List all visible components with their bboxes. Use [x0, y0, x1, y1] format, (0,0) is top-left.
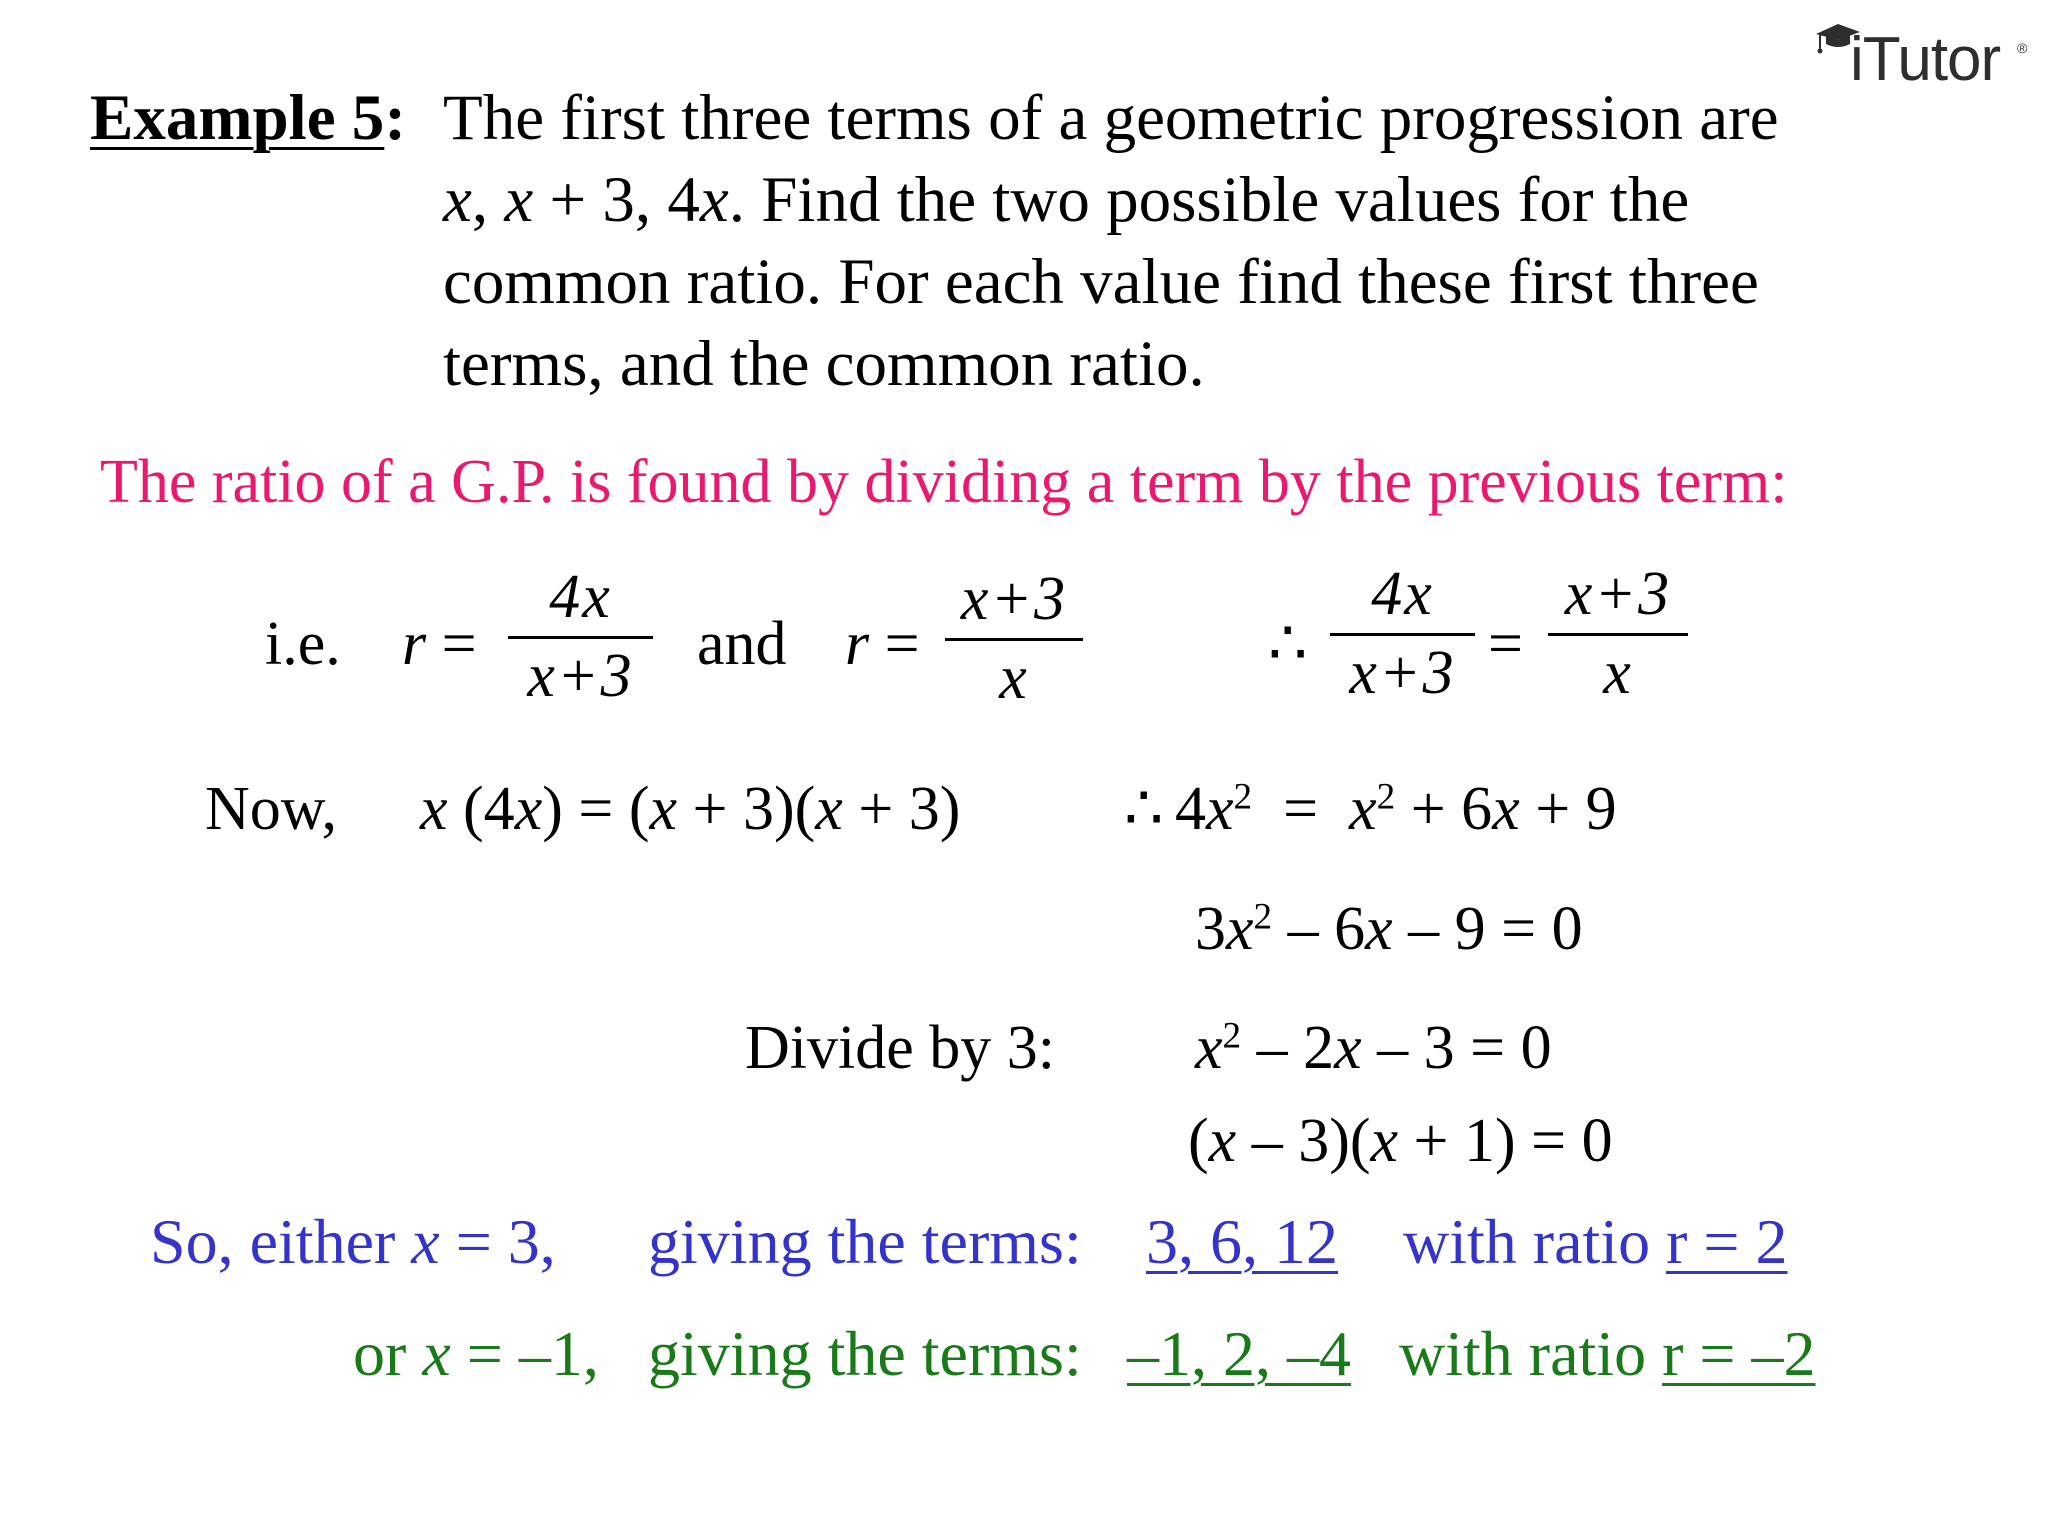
part: – 2 [1241, 1014, 1335, 1082]
numerator: 4x [1371, 560, 1434, 628]
x-value: = 3, [439, 1206, 556, 1277]
part: + 1) = 0 [1398, 1107, 1613, 1175]
equals: = [884, 610, 920, 678]
part: – 3)( [1236, 1107, 1371, 1175]
exponent: 2 [1253, 896, 1273, 938]
example-label: Example 5 [90, 82, 385, 154]
part: + 6 [1395, 775, 1493, 843]
var-x: x [422, 1318, 451, 1389]
answer-one [150, 1206, 556, 1277]
answer-one-with [1403, 1206, 1788, 1277]
answer-two-terms: –1, 2, –4 [1127, 1318, 1351, 1389]
answer-one-terms: 3, 6, 12 [1146, 1206, 1338, 1277]
var-x: x [1206, 775, 1234, 843]
numerator: x+3 [1564, 560, 1672, 628]
fraction-4x-over-x-plus-3-b [1330, 560, 1475, 707]
or: or [353, 1318, 423, 1389]
so-either: So, either [150, 1206, 412, 1277]
equals-sign: = [1488, 610, 1523, 678]
var-x: x [1370, 1107, 1399, 1175]
quadratic-expansion [1175, 775, 1617, 843]
expansion-equation [420, 775, 961, 843]
part: = [1252, 775, 1350, 843]
numerator: x+3 [960, 565, 1068, 633]
with-ratio: with ratio [1399, 1318, 1663, 1389]
line-2-rest: . Find the two possible values for the [728, 164, 1690, 236]
var-x: x [1365, 895, 1393, 963]
var-x: x [1349, 775, 1377, 843]
ratio-value: r = –2 [1662, 1318, 1816, 1389]
var-x: x [1226, 895, 1254, 963]
denominator: x [999, 644, 1029, 712]
denominator: x+3 [527, 642, 634, 710]
var-r: r [845, 610, 870, 678]
var-x: x [411, 1206, 440, 1277]
var-x: x [649, 775, 678, 843]
r-eq-1 [402, 610, 477, 678]
var-x: x [504, 164, 534, 236]
numerator: 4x [549, 563, 612, 631]
exponent: 2 [1222, 1015, 1242, 1057]
var-x: x [1492, 775, 1520, 843]
fraction-4x-over-x-plus-3 [508, 563, 653, 710]
sep: , [471, 164, 505, 236]
var-x: x [1195, 1014, 1223, 1082]
problem-line-2 [443, 164, 1690, 236]
var-x: x [1334, 1014, 1362, 1082]
var-x: x [1208, 1107, 1237, 1175]
part: ) = ( [542, 775, 650, 843]
var-r: r [402, 610, 427, 678]
example-heading [90, 82, 406, 154]
fraction-x-plus-3-over-x [945, 565, 1083, 712]
itutor-logo [1812, 18, 2038, 93]
part: – 9 = 0 [1392, 895, 1583, 963]
problem-line-4: terms, and the common ratio. [443, 328, 1205, 400]
answer-two [353, 1318, 599, 1389]
factored-equation [1188, 1107, 1613, 1175]
part: – 3 = 0 [1361, 1014, 1552, 1082]
exponent: 2 [1233, 776, 1253, 818]
part: ( [1188, 1107, 1209, 1175]
ie-label: i.e. [265, 610, 341, 678]
divide-label: Divide by 3: [745, 1014, 1055, 1082]
x-value: = –1, [450, 1318, 599, 1389]
example-colon: : [384, 82, 406, 154]
r-eq-2 [845, 610, 920, 678]
part: + 3) [842, 775, 961, 843]
part: (4 [447, 775, 515, 843]
therefore-symbol-2: ∴ [1124, 775, 1164, 843]
answer-two-giving: giving the terms: [648, 1318, 1082, 1389]
part: + 3)( [677, 775, 816, 843]
var-x: x [815, 775, 843, 843]
ratio-value: r = 2 [1666, 1206, 1788, 1277]
var-x: x [443, 164, 472, 236]
registered-mark: ® [2017, 40, 2028, 56]
answer-two-with [1399, 1318, 1816, 1389]
with-ratio: with ratio [1403, 1206, 1667, 1277]
part: – 6 [1272, 895, 1366, 963]
denominator: x+3 [1349, 639, 1456, 707]
ratio-note: The ratio of a G.P. is found by dividing a term by the previous term: [100, 448, 1788, 516]
part: + 9 [1519, 775, 1617, 843]
answer-one-giving: giving the terms: [648, 1206, 1082, 1277]
and-label: and [697, 610, 787, 678]
var-x: x [514, 775, 543, 843]
exponent: 2 [1376, 776, 1396, 818]
var-x: x [420, 775, 448, 843]
part: 3 [1195, 895, 1226, 963]
problem-line-3: common ratio. For each value find these first three [443, 246, 1759, 318]
logo-text: iTutor [1850, 25, 2001, 94]
part: 4 [1175, 775, 1206, 843]
denominator: x [1603, 639, 1633, 707]
quadratic-equation [1195, 895, 1583, 963]
now-label: Now, [205, 775, 338, 843]
var-x: x [699, 164, 729, 236]
problem-line-1: The first three terms of a geometric progression are [443, 82, 1779, 154]
therefore-symbol: ∴ [1268, 610, 1308, 678]
fraction-x-plus-3-over-x-b [1548, 560, 1688, 707]
equals: = [441, 610, 477, 678]
reduced-quadratic [1195, 1014, 1552, 1082]
plus-three: + 3, 4 [533, 164, 700, 236]
